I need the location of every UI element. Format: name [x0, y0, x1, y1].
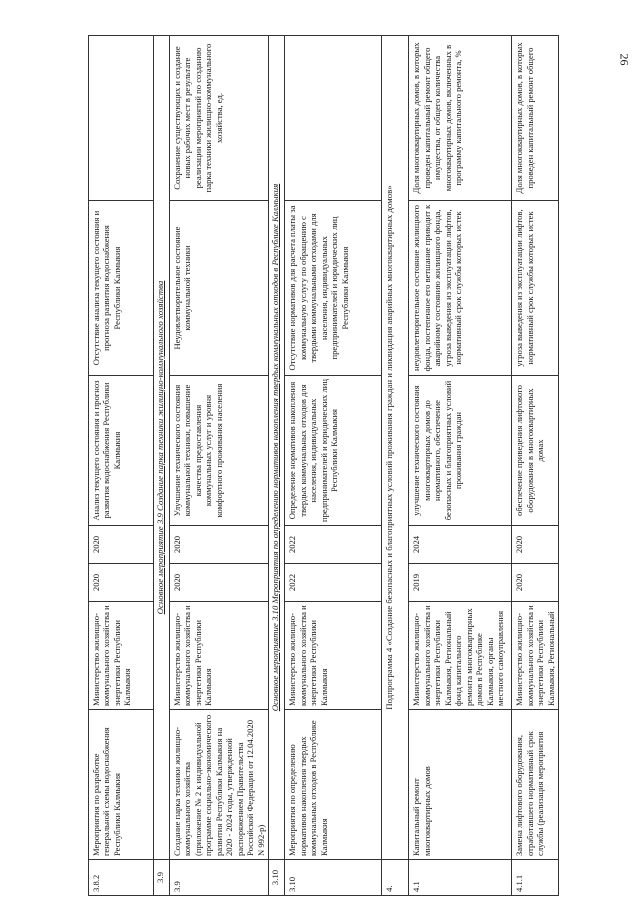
indicator-link: Сохранение существующих и создание новых рабочих мест в результате реализации мероприятий по созданию парка техники жилищно-коммунального хозяйства, ед.: [170, 36, 269, 201]
start-year: 2019: [409, 564, 512, 602]
consequence: Отсутствие анализа текущего состояния и прогноза развития водоснабжения Республики Калмыкия: [89, 201, 154, 376]
executor: Министерство жилищно-коммунального хозяйства и энергетики Республики Калмыкия, Региональный фонд капитального ремонта многоквартирных домов в Республике Калмыкия, органы местного самоуправления: [409, 602, 512, 710]
indicator-link: Доля многоквартирных домов, в которых проведен капитальный ремонт общего имущества, от общего количества многоквартирных домов, включенных в программу капитального ремонта, %: [409, 36, 512, 201]
consequence: неудовлетворительное состояние жилищного фонда, постепенное его ветшание приводит к аварийному состоянию жилищного фонда, угроза выведения из эксплуатации лифтов, нормативный срок службы которых истек: [409, 201, 512, 376]
start-year: 2020: [89, 564, 154, 602]
rotated-table-container: [88, 36, 622, 896]
consequence: Отсутствие нормативов для расчета платы за коммунальную услугу по обращению с твердыми коммунальными отходами для населения, индивидуальных предпринимателей и юридических лиц Республики Калмыкия: [285, 201, 382, 376]
end-year: 2024: [409, 526, 512, 564]
consequence: угроза выведения из эксплуатации лифтов, нормативный срок службы которых истек: [512, 201, 559, 376]
table-row: [512, 36, 559, 896]
subprogram-title: Подпрограмма 4 «Создание безопасных и благоприятных условий проживания граждан и ликвидация аварийных многоквартирных домов»: [382, 36, 409, 860]
measure-name: Мероприятия по разработке генеральной схемы водоснабжения Республики Калмыкия: [89, 710, 154, 860]
consequence: Неудовлетворительное состояние коммунальной техники: [170, 201, 269, 376]
executor: Министерство жилищно-коммунального хозяйства и энергетики Республики Калмыкия: [89, 602, 154, 710]
measure-name: Мероприятия по определению нормативов накопления твердых коммунальных отходов в Республике Калмыкия: [285, 710, 382, 860]
table-row: [89, 36, 154, 896]
page-number: 26: [617, 53, 632, 66]
end-year: 2022: [285, 526, 382, 564]
table-row: [170, 36, 269, 896]
indicator-link: [285, 36, 382, 201]
program-measures-table: [88, 35, 559, 896]
row-number: 3.8.2: [89, 860, 154, 896]
row-number: 4.1.1: [512, 860, 559, 896]
expected-result: Анализ текущего состояния и прогноз развития водоснабжения Республики Калмыкия: [89, 376, 154, 526]
indicator-link: Доля многоквартирных домов, в которых проведен капитальный ремонт общего: [512, 36, 559, 201]
section-number: 3.10: [269, 860, 285, 896]
start-year: 2022: [285, 564, 382, 602]
table-row: [409, 36, 512, 896]
end-year: 2020: [512, 526, 559, 564]
measure-name: Капитальный ремонт многоквартирных домов: [409, 710, 512, 860]
start-year: 2020: [170, 564, 269, 602]
executor: Министерство жилищно-коммунального хозяйства и энергетики Республики Калмыкия: [170, 602, 269, 710]
section-title: Основное мероприятие 3.10 Мероприятия по определению нормативов накопления твердых коммунальных отходов в Республике Калмыкия: [269, 36, 285, 860]
end-year: 2020: [89, 526, 154, 564]
end-year: 2020: [170, 526, 269, 564]
row-number: 4.1: [409, 860, 512, 896]
section-row: [154, 36, 170, 896]
subprogram-number: 4.: [382, 860, 409, 896]
executor: Министерство жилищно-коммунального хозяйства и энергетики Республики Калмыкия, Региональный: [512, 602, 559, 710]
expected-result: обеспечение приведения лифтового оборудования в многоквартирных домах: [512, 376, 559, 526]
expected-result: Определение нормативов накопления твердых коммунальных отходов для населения, индивидуальных предпринимателей и юридических лиц Республики Калмыкия: [285, 376, 382, 526]
measure-name: Создание парка техники жилищно-коммунального хозяйства (приложение № 2 к индивидуальной программе социально-экономического развития Республики Калмыкия на 2020 - 2024 годы, утвержденной распоряжением Правительства Российской Федерации от 12.04.2020 N 992-р): [170, 710, 269, 860]
section-number: 3.9: [154, 860, 170, 896]
expected-result: Улучшение технического состояния коммунальной техники, повышение качества предоставления коммунальных услуг и уровня комфортного проживания населения: [170, 376, 269, 526]
table-row: [285, 36, 382, 896]
section-row: [269, 36, 285, 896]
section-title: Основное мероприятие 3.9 Создание парка техники жилищно-коммунального хозяйства: [154, 36, 170, 860]
row-number: 3.9: [170, 860, 269, 896]
start-year: 2020: [512, 564, 559, 602]
executor: Министерство жилищно-коммунального хозяйства и энергетики Республики Калмыкия: [285, 602, 382, 710]
subprogram-row: [382, 36, 409, 896]
row-number: 3.10: [285, 860, 382, 896]
measure-name: Замена лифтового оборудования, отработавшего нормативный срок службы (реализация мероприятия: [512, 710, 559, 860]
expected-result: улучшение технического состояния многоквартирных домов до нормативного, обеспечение безопасных и благоприятных условий проживания граждан: [409, 376, 512, 526]
indicator-link: [89, 36, 154, 201]
